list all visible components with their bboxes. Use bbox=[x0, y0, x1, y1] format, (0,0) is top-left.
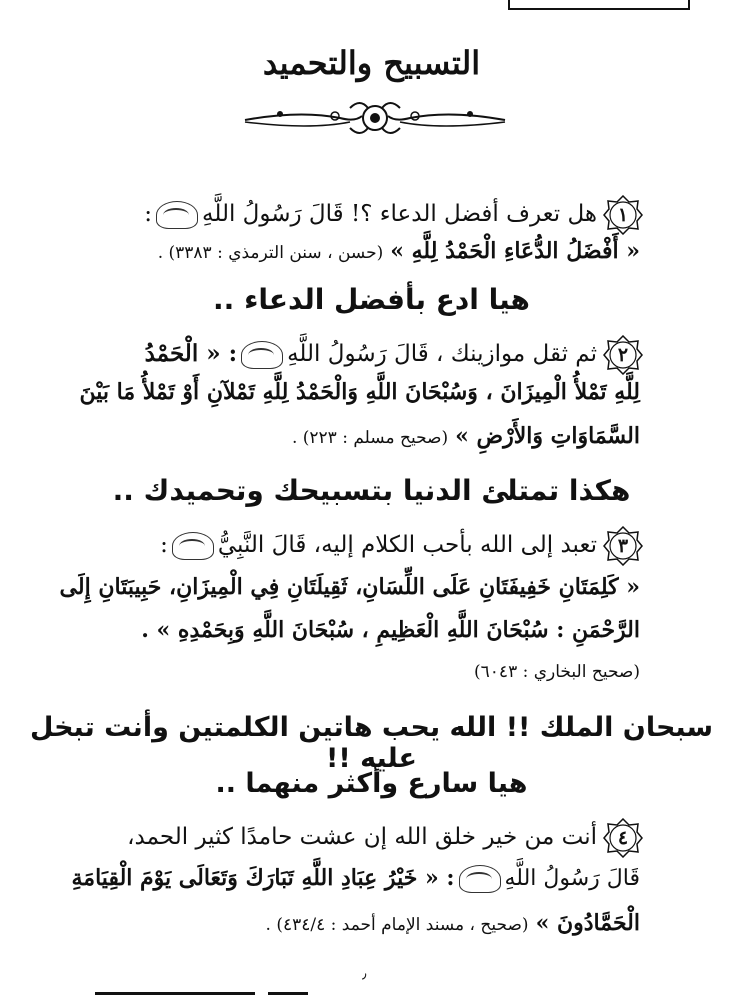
ornament-divider bbox=[240, 96, 510, 140]
honorific-icon bbox=[156, 201, 198, 229]
number-badge: ١ bbox=[603, 195, 643, 235]
stray-mark: ٫ bbox=[362, 966, 367, 982]
section-4-line-2: قَالَ رَسُولُ اللَّهِ: « خَيْرُ عِبَادِ اللَّهِ تَبَارَكَ وَتَعَالَى يَوْمَ الْقِيَامَةِ bbox=[71, 865, 640, 891]
heading-2: هكذا تمتلئ الدنيا بتسبيحك وتحميدك .. bbox=[112, 474, 631, 507]
bottom-rule bbox=[95, 992, 255, 995]
honorific-icon bbox=[172, 532, 214, 560]
heading-3: سبحان الملك !! الله يحب هاتين الكلمتين وأنت تبخل عليه !! bbox=[29, 712, 713, 774]
section-3-line-2: « كَلِمَتَانِ خَفِيفَتَانِ عَلَى اللِّسَانِ، ثَقِيلَتَانِ فِي الْمِيزَانِ، حَبِيبَتَانِ إِلَى bbox=[59, 574, 640, 600]
honorific-icon bbox=[459, 865, 501, 893]
section-3-reference: (صحيح البخاري : ٦٠٤٣) bbox=[474, 662, 640, 682]
section-2-line-1: ٢ ثم ثقل موازينك ، قَالَ رَسُولُ اللَّهِ: « الْحَمْدُ bbox=[145, 335, 643, 375]
number-badge: ٢ bbox=[603, 335, 643, 375]
page-title: التسبيح والتحميد bbox=[262, 44, 481, 82]
number-badge: ٤ bbox=[603, 818, 643, 858]
heading-1: هيا ادع بأفضل الدعاء .. bbox=[213, 283, 530, 316]
bottom-rule-short bbox=[268, 992, 308, 995]
header-box bbox=[508, 0, 690, 10]
section-2-line-2: لِلَّهِ تَمْلأُ الْمِيزَانَ ، وَسُبْحَانَ اللَّهِ وَالْحَمْدُ لِلَّهِ تَمْلآنِ أَوْ تَمْلأُ مَا بَيْنَ bbox=[79, 379, 640, 405]
section-4-line-3: الْحَمَّادُونَ » (صحيح ، مسند الإمام أحمد : ٤٣٤/٤) . bbox=[265, 910, 640, 936]
section-4-line-1: ٤ أنت من خير خلق الله إن عشت حامدًا كثير الحمد، bbox=[127, 818, 643, 858]
section-3-line-1: ٣ تعبد إلى الله بأحب الكلام إليه، قَالَ النَّبِيُّ: bbox=[160, 526, 643, 566]
section-1-line-1: ١ هل تعرف أفضل الدعاء ؟! قَالَ رَسُولُ اللَّهِ: bbox=[144, 195, 643, 235]
number-badge: ٣ bbox=[603, 526, 643, 566]
section-1-line-2: « أَفْضَلُ الدُّعَاءِ الْحَمْدُ لِلَّهِ » (حسن ، سنن الترمذي : ٣٣٨٣) . bbox=[157, 238, 640, 264]
heading-4: هيا سارع وأكثر منهما .. bbox=[215, 768, 528, 799]
section-3-line-3: الرَّحْمَنِ : سُبْحَانَ اللَّهِ الْعَظِيمِ ، سُبْحَانَ اللَّهِ وَبِحَمْدِهِ » . bbox=[141, 617, 640, 643]
honorific-icon bbox=[241, 341, 283, 369]
section-2-line-3: السَّمَاوَاتِ وَالأَرْضِ » (صحيح مسلم : ٢٢٣) . bbox=[291, 423, 640, 449]
